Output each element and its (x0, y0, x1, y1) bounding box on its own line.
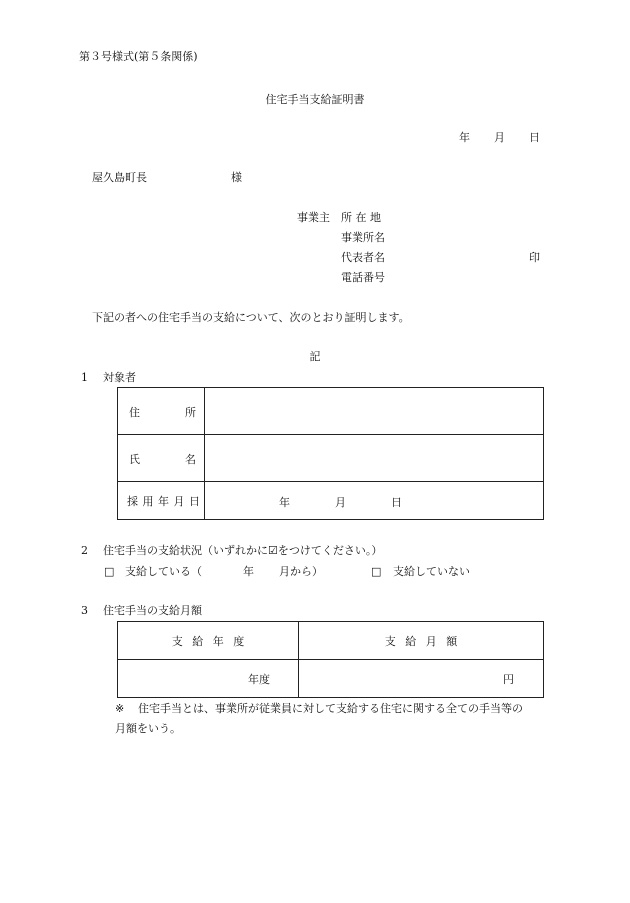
employer-office-label: 事業所名 (341, 231, 385, 244)
option1-year: 年 (243, 565, 254, 578)
ki-label: 記 (309, 350, 321, 363)
fiscal-year-unit: 年度 (248, 672, 270, 686)
address-label-char2: 所 (185, 406, 196, 419)
option1-label: 支給している（ (125, 565, 202, 578)
date-month: 月 (494, 131, 505, 144)
name-label-cell (118, 435, 205, 482)
subject-table (117, 387, 544, 520)
monthly-amount-header: 支 給 月 額 (384, 634, 458, 648)
date-day: 日 (529, 131, 540, 144)
hire-date-value-cell[interactable] (205, 482, 544, 520)
section2-number: 2 (81, 544, 88, 557)
address-label-char1: 住 (129, 406, 140, 419)
fiscal-year-value-cell[interactable] (118, 660, 299, 698)
addressee-name: 屋久島町長 (92, 171, 147, 184)
employer-heading: 事業主 (297, 211, 330, 224)
name-label-char2: 名 (185, 453, 196, 466)
section3-title: 住宅手当の支給月額 (103, 604, 202, 617)
allowance-table (117, 621, 544, 698)
address-value-cell[interactable] (205, 388, 544, 435)
note-line1: 住宅手当とは、事業所が従業員に対して支給する住宅に関する全ての手当等の (138, 702, 523, 715)
name-row (118, 435, 544, 482)
hire-date-month: 月 (335, 495, 346, 509)
name-value-cell[interactable] (205, 435, 544, 482)
option1-checkbox[interactable]: □ (104, 565, 115, 578)
monthly-amount-header-cell (299, 622, 544, 660)
section1-title: 対象者 (103, 371, 136, 384)
date-year: 年 (459, 131, 470, 144)
section3-number: 3 (81, 604, 88, 617)
employer-representative-label: 代表者名 (341, 251, 385, 264)
allowance-value-row (118, 660, 544, 698)
intro-text: 下記の者への住宅手当の支給について、次のとおり証明します。 (92, 311, 410, 324)
section1-number: 1 (81, 371, 88, 384)
form-number: 第３号様式(第５条関係) (79, 50, 198, 63)
option2-label: 支給していない (393, 565, 470, 578)
name-label-char1: 氏 (129, 453, 140, 466)
hire-date-day: 日 (391, 495, 402, 509)
fiscal-year-header: 支 給 年 度 (171, 634, 245, 648)
fiscal-year-header-cell (118, 622, 299, 660)
hire-date-label: 採 用 年 月 日 (127, 494, 200, 508)
employer-location-label: 所 在 地 (341, 211, 381, 224)
hire-date-row (118, 482, 544, 520)
hire-date-label-cell (118, 482, 205, 520)
yen-unit: 円 (503, 672, 514, 686)
address-label-cell (118, 388, 205, 435)
note-mark: ※ (115, 702, 125, 715)
address-row (118, 388, 544, 435)
addressee-honorific: 様 (231, 171, 242, 184)
hire-date-year: 年 (279, 495, 290, 509)
option2-checkbox[interactable]: □ (371, 565, 382, 578)
monthly-amount-value-cell[interactable] (299, 660, 544, 698)
document-title: 住宅手当支給証明書 (265, 93, 365, 106)
seal-mark: 印 (529, 251, 540, 264)
section2-title: 住宅手当の支給状況（いずれかに☑をつけてください。） (103, 544, 383, 557)
note-line2: 月額をいう。 (115, 722, 181, 735)
option1-month-from: 月から） (279, 565, 323, 578)
allowance-header-row (118, 622, 544, 660)
employer-phone-label: 電話番号 (341, 271, 385, 284)
